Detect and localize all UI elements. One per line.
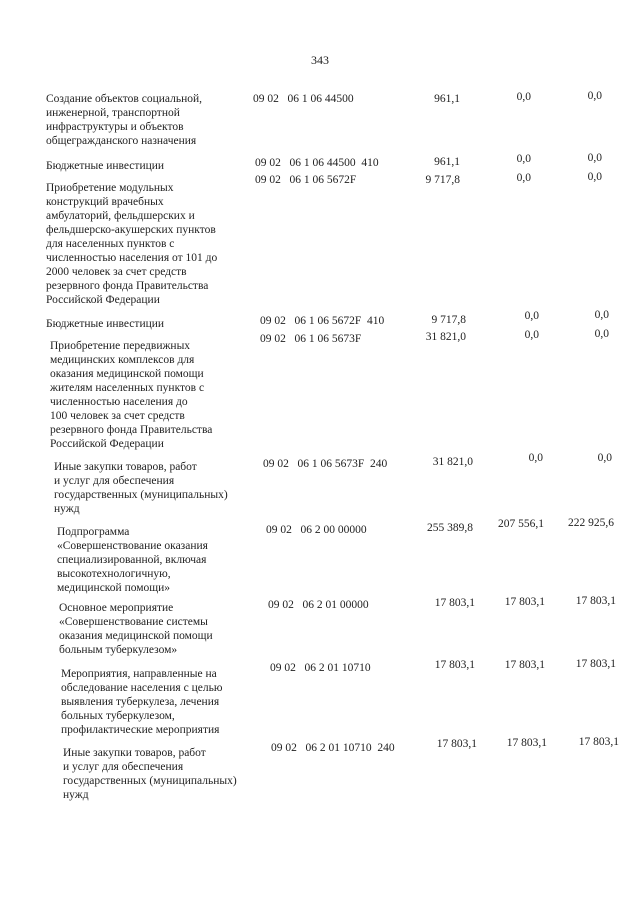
row-amount-v3: 17 803,1 — [575, 658, 616, 670]
page-number: 343 — [311, 53, 329, 67]
row-code: 09 02 06 1 06 5672F 410 — [260, 315, 385, 327]
row-amount-v1: 9 717,8 — [431, 314, 466, 326]
row-code: 09 02 06 2 00 00000 — [266, 524, 367, 536]
row-amount-v3: 222 925,6 — [568, 517, 614, 529]
row-name: Мероприятия, направленные на обследование населения с целью выявления туберкулеза, лечения больных туберкулезом, профилактические мероприятия — [61, 668, 223, 736]
row-amount-v1: 961,1 — [434, 156, 460, 168]
row-amount-v1: 17 803,1 — [434, 597, 475, 609]
row-name: Создание объектов социальной, инженерной, транспортной инфраструктуры и объектов общегражданского назначения — [46, 93, 203, 147]
row-code: 09 02 06 1 06 44500 — [253, 93, 354, 105]
row-name: Основное мероприятие «Совершенствование системы оказания медицинской помощи больным туберкулезом» — [59, 602, 213, 656]
row-amount-v1: 31 821,0 — [432, 456, 473, 468]
row-amount-v2: 207 556,1 — [498, 518, 544, 530]
row-amount-v3: 0,0 — [587, 171, 602, 183]
row-amount-v1: 9 717,8 — [425, 174, 460, 186]
row-amount-v1: 255 389,8 — [427, 522, 473, 534]
row-amount-v3: 0,0 — [587, 90, 602, 102]
row-code: 09 02 06 1 06 5673F — [260, 333, 362, 345]
row-amount-v3: 17 803,1 — [575, 595, 616, 607]
row-amount-v1: 31 821,0 — [425, 331, 466, 343]
row-amount-v3: 0,0 — [587, 152, 602, 164]
row-code: 09 02 06 1 06 44500 410 — [255, 157, 379, 169]
row-code: 09 02 06 2 01 10710 — [270, 662, 371, 674]
row-amount-v1: 17 803,1 — [436, 738, 477, 750]
row-amount-v2: 0,0 — [524, 310, 539, 322]
row-name: Бюджетные инвестиции — [46, 318, 165, 330]
row-amount-v3: 17 803,1 — [578, 736, 619, 748]
row-amount-v2: 0,0 — [516, 172, 531, 184]
row-amount-v2: 17 803,1 — [506, 737, 547, 749]
row-amount-v2: 17 803,1 — [504, 659, 545, 671]
row-amount-v2: 0,0 — [516, 91, 531, 103]
row-amount-v1: 17 803,1 — [434, 659, 475, 671]
row-amount-v1: 961,1 — [434, 93, 460, 105]
row-name: Бюджетные инвестиции — [46, 160, 165, 172]
row-amount-v2: 0,0 — [524, 329, 539, 341]
row-name: Иные закупки товаров, работ и услуг для обеспечения государственных (муниципальных) нужд — [54, 461, 228, 515]
row-code: 09 02 06 1 06 5673F 240 — [263, 458, 388, 470]
row-amount-v3: 0,0 — [594, 328, 609, 340]
row-name: Приобретение модульных конструкций врачебных амбулаторий, фельдшерских и фельдшерско-акушерских пунктов для населенных пунктов с численностью населения от 101 до 2000 человек за счет средств резервного фонда Правительства Российской Федерации — [46, 182, 218, 306]
row-amount-v2: 0,0 — [528, 452, 543, 464]
row-name: Подпрограмма «Совершенствование оказания специализированной, включая высокотехнологичную, медицинской помощи» — [57, 526, 208, 594]
row-name: Приобретение передвижных медицинских комплексов для оказания медицинской помощи жителям населенных пунктов с численностью населения до 100 человек за счет средств резервного фонда Правительства Российской Федерации — [50, 340, 213, 450]
row-amount-v2: 0,0 — [516, 153, 531, 165]
row-amount-v3: 0,0 — [594, 309, 609, 321]
row-code: 09 02 06 2 01 00000 — [268, 599, 369, 611]
row-code: 09 02 06 2 01 10710 240 — [271, 742, 395, 754]
row-name: Иные закупки товаров, работ и услуг для обеспечения государственных (муниципальных) нужд — [63, 747, 237, 801]
row-amount-v3: 0,0 — [597, 452, 612, 464]
row-code: 09 02 06 1 06 5672F — [255, 174, 357, 186]
row-amount-v2: 17 803,1 — [504, 596, 545, 608]
